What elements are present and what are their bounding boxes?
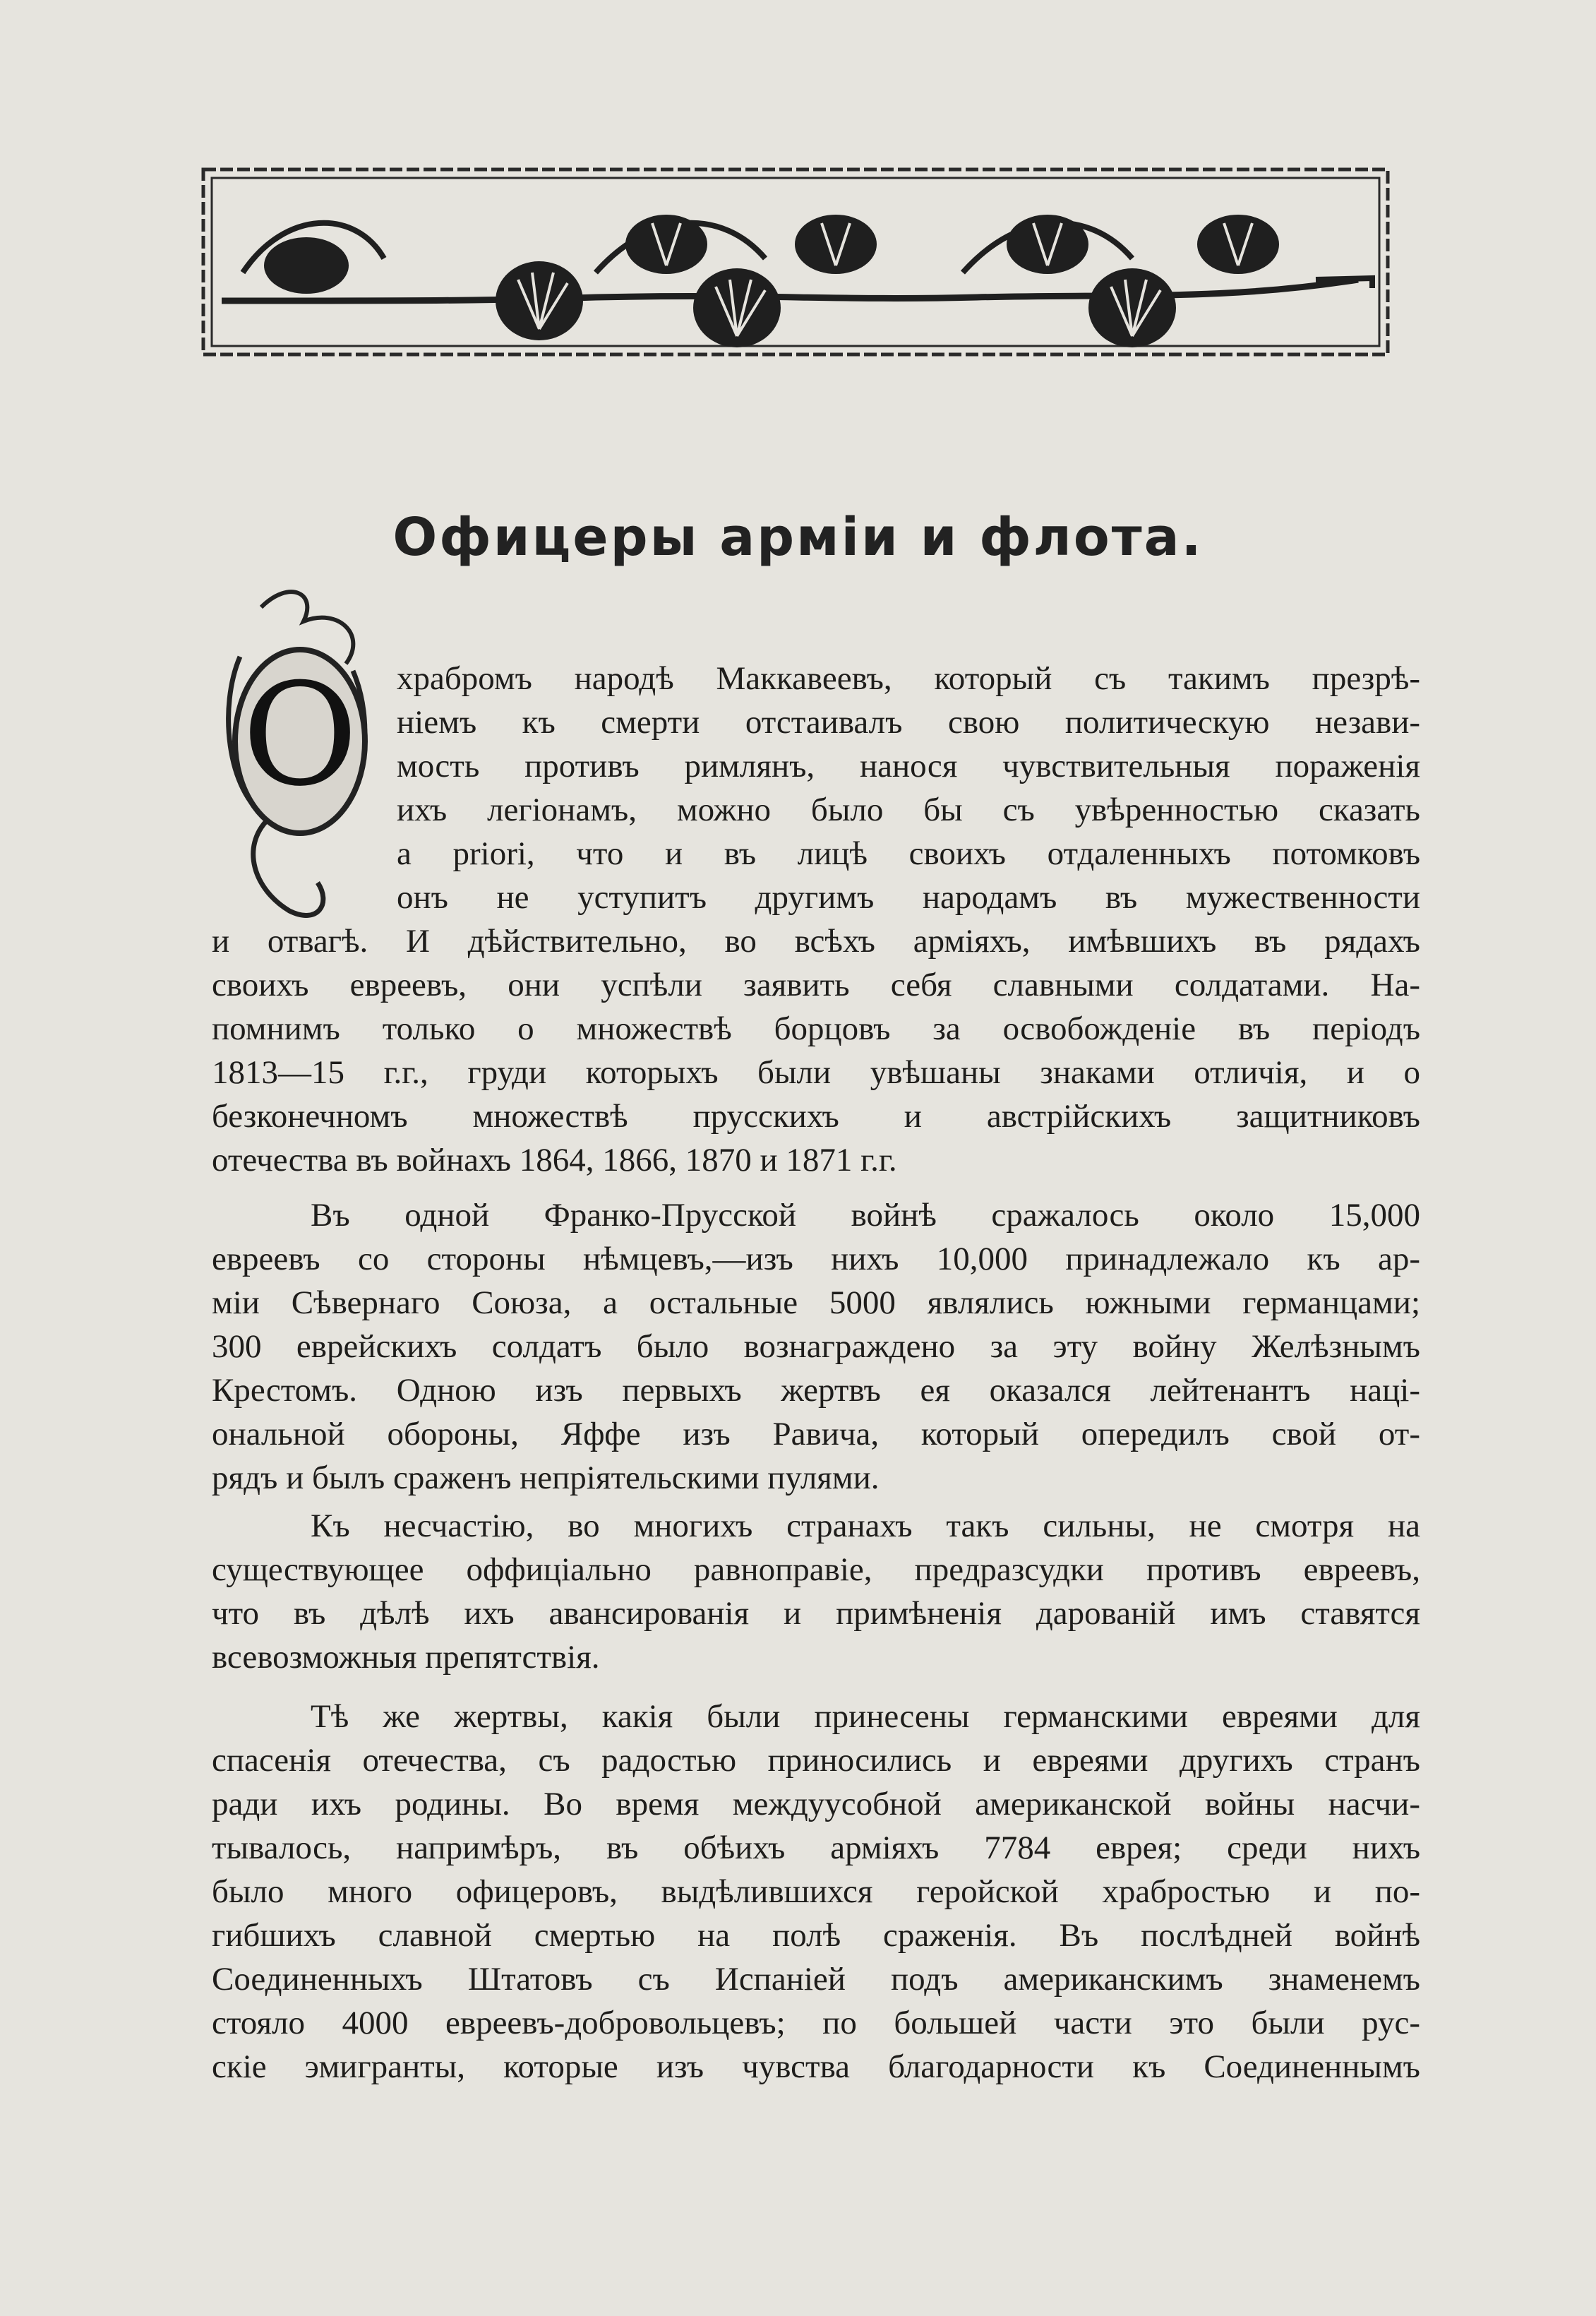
paragraph-line: безконечномъ множествѣ прусскихъ и австрійскихъ защитниковъ [212, 1098, 1420, 1135]
paragraph-line: ради ихъ родины. Во время междуусобной американской войны насчи- [212, 1786, 1420, 1822]
paragraph-line: стояло 4000 евреевъ-добровольцевъ; по большей части это были рус- [212, 2005, 1420, 2041]
paragraph-line: 300 еврейскихъ солдатъ было вознаграждено за эту войну Желѣзнымъ [212, 1328, 1420, 1365]
paragraph-line: Къ несчастію, во многихъ странахъ такъ сильны, не смотря на [311, 1508, 1420, 1544]
paragraph-line: мость противъ римлянъ, нанося чувствительныя пораженія [397, 748, 1420, 784]
paragraph-line: ніемъ къ смерти отстаивалъ свою политическую незави- [397, 704, 1420, 741]
paragraph-line: гибшихъ славной смертью на полѣ сраженія. Въ послѣдней войнѣ [212, 1917, 1420, 1954]
paragraph-line: помнимъ только о множествѣ борцовъ за освобожденіе въ періодъ [212, 1010, 1420, 1047]
paragraph-line: Въ одной Франко-Прусской войнѣ сражалось около 15,000 [311, 1197, 1420, 1234]
paragraph-4 [212, 1695, 1420, 2089]
paragraph-line: Соединенныхъ Штатовъ съ Испаніей подъ американскимъ знаменемъ [212, 1961, 1420, 1998]
ornamental-banner [200, 167, 1391, 357]
paragraph-line: спасенія отечества, съ радостью приносились и евреями другихъ странъ [212, 1742, 1420, 1779]
paragraph-line: своихъ евреевъ, они успѣли заявить себя славными солдатами. На- [212, 967, 1420, 1003]
paragraph-line: Тѣ же жертвы, какія были принесены германскими евреями для [311, 1698, 1420, 1735]
paragraph-line: 1813—15 г.г., груди которыхъ были увѣшаны знаками отличія, и о [212, 1054, 1420, 1091]
paragraph-line: онъ не уступитъ другимъ народамъ въ мужественности [397, 879, 1420, 916]
paragraph-line: что въ дѣлѣ ихъ авансированія и примѣненія дарованій имъ ставятся [212, 1595, 1420, 1632]
paragraph-line: ихъ легіонамъ, можно было бы съ увѣренностью сказать [397, 792, 1420, 828]
paragraph-line: a priori, что и въ лицѣ своихъ отдаленныхъ потомковъ [397, 835, 1420, 872]
paragraph-line: и отвагѣ. И дѣйствительно, во всѣхъ арміяхъ, имѣвшихъ въ рядахъ [212, 923, 1420, 960]
paragraph-line: рядъ и былъ сраженъ непріятельскими пулями. [212, 1460, 880, 1496]
paragraph-line: существующее оффиціально равноправіе, предразсудки противъ евреевъ, [212, 1551, 1420, 1588]
paragraph-line: Крестомъ. Одною изъ первыхъ жертвъ ея оказался лейтенантъ наці- [212, 1372, 1420, 1409]
page-title: Офицеры арміи и флота. [392, 507, 1204, 568]
paragraph-line: храбромъ народѣ Маккавеевъ, который съ такимъ презрѣ- [397, 660, 1420, 697]
paragraph-line: всевозможныя препятствія. [212, 1639, 600, 1676]
dropcap-letter: О [242, 653, 358, 818]
paragraph-line: міи Сѣвернаго Союза, а остальные 5000 являлись южными германцами; [212, 1284, 1420, 1321]
paragraph-1 [212, 657, 1420, 1182]
paragraph-3 [212, 1504, 1420, 1679]
paragraph-line: скіе эмигранты, которые изъ чувства благодарности къ Соединеннымъ [212, 2048, 1420, 2085]
paragraph-line: отечества въ войнахъ 1864, 1866, 1870 и 1871 г.г. [212, 1142, 897, 1178]
paragraph-line: тывалось, напримѣръ, въ обѣихъ арміяхъ 7784 еврея; среди нихъ [212, 1829, 1420, 1866]
paragraph-line: было много офицеровъ, выдѣлившихся геройской храбростью и по- [212, 1873, 1420, 1910]
paragraph-line: ональной обороны, Яффе изъ Равича, который опередилъ свой от- [212, 1416, 1420, 1452]
paragraph-2 [212, 1193, 1420, 1500]
paragraph-line: евреевъ со стороны нѣмцевъ,—изъ нихъ 10,000 принадлежало къ ар- [212, 1241, 1420, 1277]
